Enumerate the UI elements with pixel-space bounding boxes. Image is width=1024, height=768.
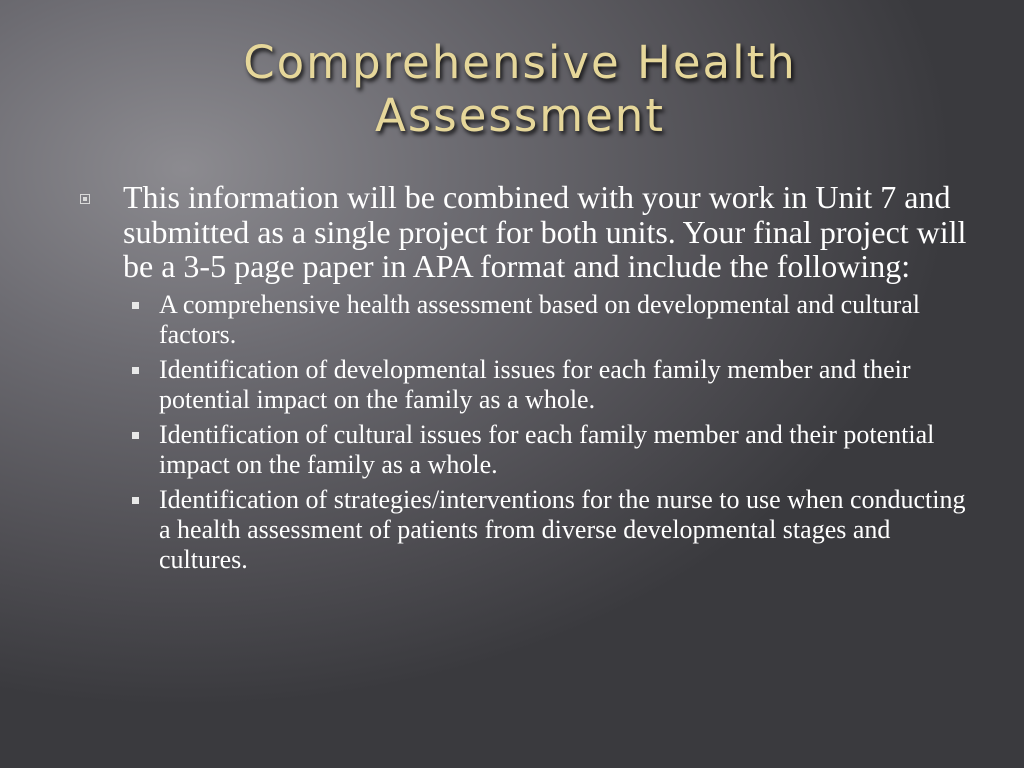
- slide-title-line-1: Comprehensive Health: [243, 36, 797, 89]
- sub-bullet-item: [123, 355, 978, 415]
- bullet-list: [78, 180, 978, 580]
- main-bullet-text: This information will be combined with your work in Unit 7 and submitted as a single project for both units. Your final project will be a 3-5 page paper in APA format and include the following:: [123, 179, 967, 284]
- sub-bullet-text: Identification of developmental issues for each family member and their potential impact on the family as a whole.: [159, 354, 911, 414]
- sub-bullet-item: [123, 485, 978, 575]
- sub-bullet-text: Identification of cultural issues for each family member and their potential impact on the family as a whole.: [159, 419, 935, 479]
- square-bullet-icon: [132, 367, 139, 374]
- slide-title-line-2: Assessment: [375, 89, 665, 142]
- slide-title: [120, 36, 920, 142]
- sub-bullet-item: [123, 420, 978, 480]
- square-bullet-icon: [132, 302, 139, 309]
- square-bullet-icon: [132, 432, 139, 439]
- main-bullet: [78, 180, 978, 575]
- sub-bullet-text: Identification of strategies/interventions for the nurse to use when conducting a health assessment of patients from diverse developmental stages and cultures.: [159, 484, 966, 574]
- square-bullet-icon: [80, 194, 90, 204]
- sub-bullet-text: A comprehensive health assessment based on developmental and cultural factors.: [159, 289, 920, 349]
- sub-bullet-item: [123, 290, 978, 350]
- square-bullet-icon: [132, 497, 139, 504]
- sub-bullet-list: [123, 290, 978, 575]
